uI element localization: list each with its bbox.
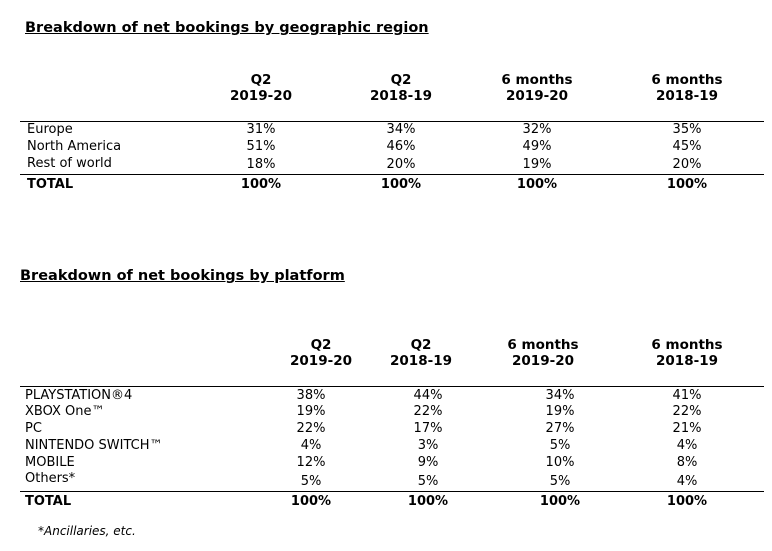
platform-cell: 10% (545, 455, 575, 470)
platform-header-q2-2019-20: Q2 2019-20 (290, 337, 352, 369)
region-header-6m-2018-19: 6 months 2018-19 (651, 72, 723, 104)
region-total-cell: 100% (380, 177, 422, 192)
region-total-rule (20, 174, 764, 175)
region-cell: 34% (386, 122, 416, 137)
region-table-title: Breakdown of net bookings by geographic region (25, 20, 429, 36)
platform-total-cell: 100% (666, 494, 708, 509)
platform-header-q2-2018-19: Q2 2018-19 (390, 337, 452, 369)
platform-header-6m-2018-19: 6 months 2018-19 (651, 337, 723, 369)
region-cell: 20% (386, 157, 416, 172)
platform-cell: 22% (672, 404, 702, 419)
platform-cell: 5% (417, 474, 439, 489)
region-cell: 31% (246, 122, 276, 137)
region-cell: 32% (522, 122, 552, 137)
region-total-cell: 100% (240, 177, 282, 192)
platform-cell: 22% (296, 421, 326, 436)
platform-cell: 22% (413, 404, 443, 419)
platform-header-6m-2019-20: 6 months 2019-20 (507, 337, 579, 369)
platform-row-label: PLAYSTATION®4 (25, 388, 133, 403)
platform-cell: 3% (417, 438, 439, 453)
region-cell: 35% (672, 122, 702, 137)
platform-cell: 9% (417, 455, 439, 470)
platform-cell: 4% (676, 438, 698, 453)
platform-total-label: TOTAL (25, 494, 72, 509)
region-header-6m-2019-20: 6 months 2019-20 (501, 72, 573, 104)
platform-row-label: NINTENDO SWITCH™ (25, 438, 163, 453)
platform-cell: 38% (296, 388, 326, 403)
platform-cell: 27% (545, 421, 575, 436)
region-cell: 19% (522, 157, 552, 172)
platform-cell: 5% (300, 474, 322, 489)
platform-total-rule (20, 491, 764, 492)
region-cell: 51% (246, 139, 276, 154)
platform-cell: 4% (676, 474, 698, 489)
platform-row-label: Others* (25, 471, 76, 486)
platform-total-cell: 100% (407, 494, 449, 509)
region-row-label: Europe (27, 122, 73, 137)
region-cell: 46% (386, 139, 416, 154)
platform-cell: 8% (676, 455, 698, 470)
footnote: *Ancillaries, etc. (38, 524, 136, 538)
platform-row-label: PC (25, 421, 42, 436)
platform-header-rule (20, 386, 764, 387)
platform-row-label: MOBILE (25, 455, 75, 470)
region-total-label: TOTAL (27, 177, 74, 192)
platform-total-cell: 100% (539, 494, 581, 509)
region-header-q2-2019-20: Q2 2019-20 (230, 72, 292, 104)
region-cell: 18% (246, 157, 276, 172)
platform-cell: 44% (413, 388, 443, 403)
platform-cell: 17% (413, 421, 443, 436)
region-row-label: North America (27, 139, 122, 154)
platform-cell: 19% (545, 404, 575, 419)
region-row-label: Rest of world (27, 156, 112, 171)
platform-cell: 41% (672, 388, 702, 403)
platform-row-label: XBOX One™ (25, 404, 105, 419)
platform-cell: 4% (300, 438, 322, 453)
platform-cell: 19% (296, 404, 326, 419)
region-cell: 20% (672, 157, 702, 172)
region-header-q2-2018-19: Q2 2018-19 (370, 72, 432, 104)
region-cell: 49% (522, 139, 552, 154)
region-cell: 45% (672, 139, 702, 154)
platform-table-title: Breakdown of net bookings by platform (20, 268, 345, 284)
region-total-cell: 100% (516, 177, 558, 192)
platform-total-cell: 100% (290, 494, 332, 509)
platform-cell: 21% (672, 421, 702, 436)
platform-cell: 5% (549, 438, 571, 453)
platform-cell: 12% (296, 455, 326, 470)
region-total-cell: 100% (666, 177, 708, 192)
platform-cell: 5% (549, 474, 571, 489)
platform-cell: 34% (545, 388, 575, 403)
